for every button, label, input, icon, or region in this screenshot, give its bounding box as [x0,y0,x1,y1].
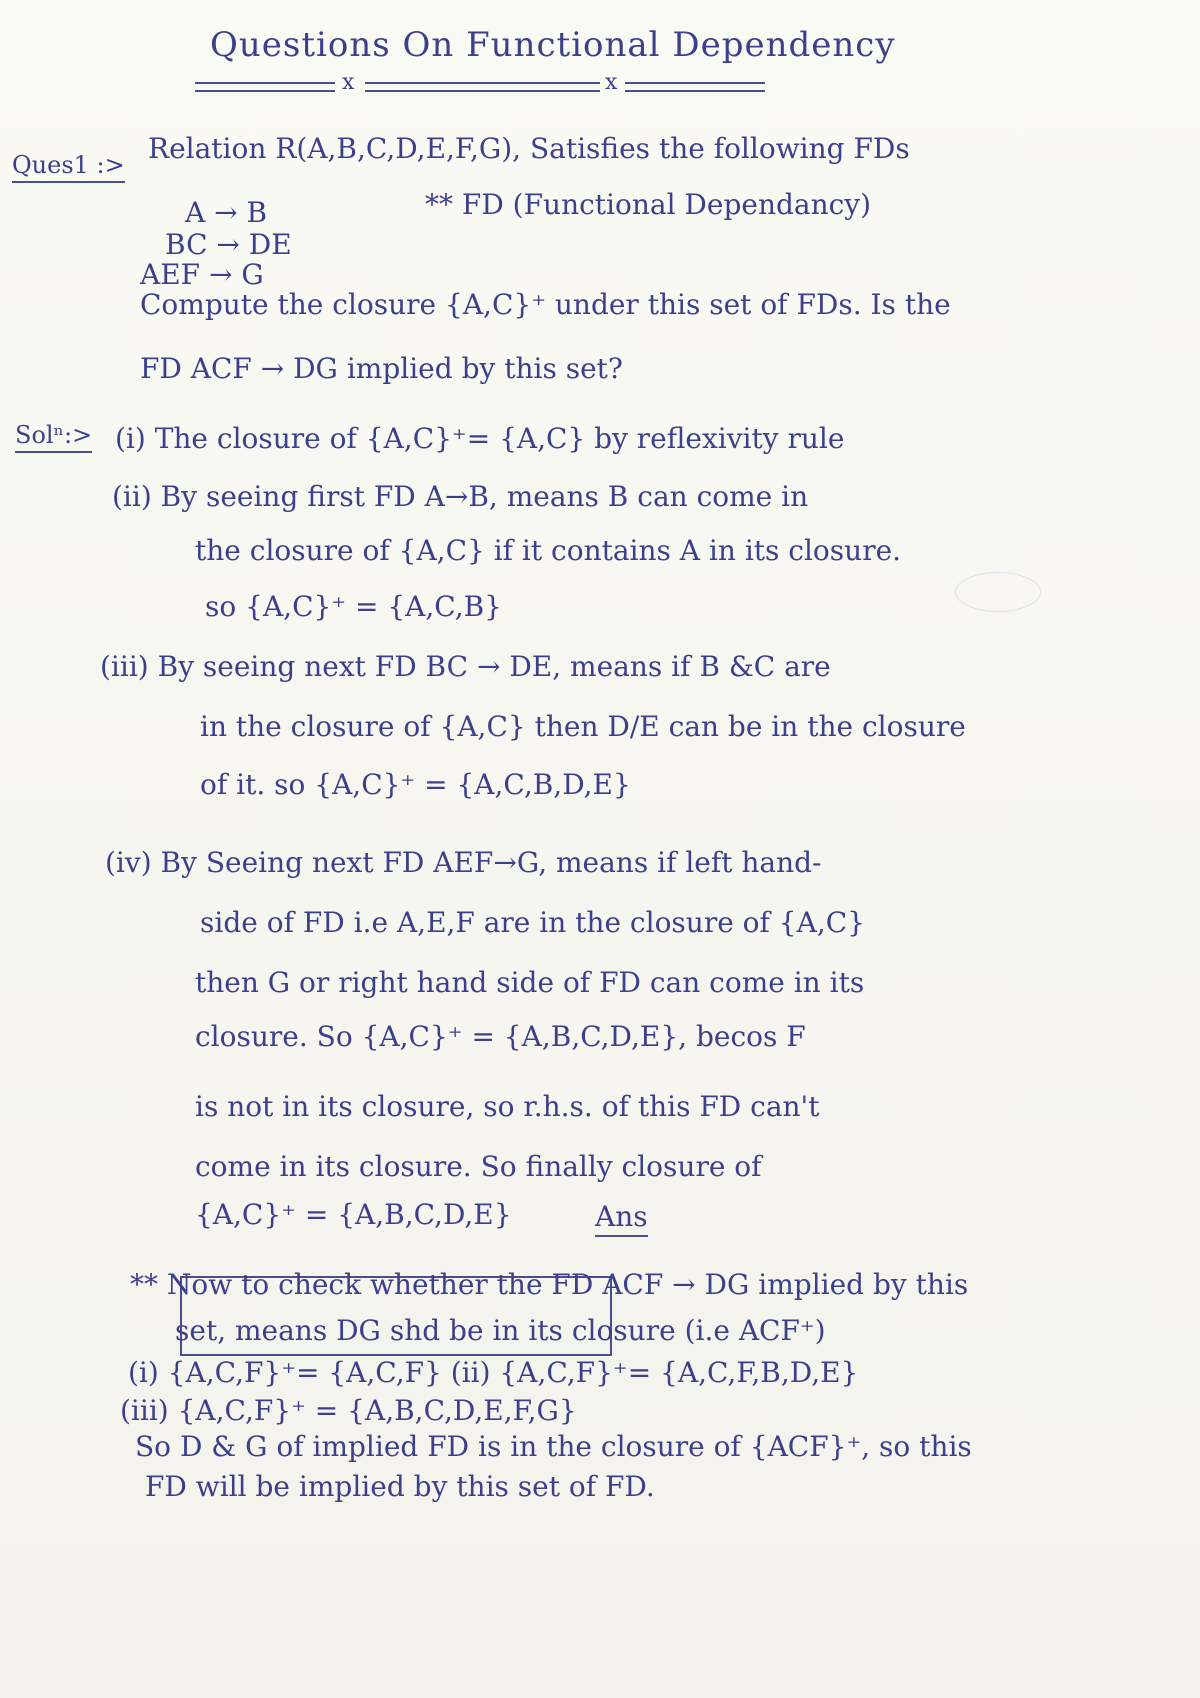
solution-line: so {A,C}⁺ = {A,C,B} [205,590,502,623]
fd-item: A → B [185,196,268,229]
question-label: Ques1 :> [12,148,125,182]
title-separator: x [605,70,618,95]
title-underline [625,82,765,84]
fd-item: BC → DE [165,228,292,261]
check-line: (iii) {A,C,F}⁺ = {A,B,C,D,E,F,G} [120,1394,577,1427]
question-text: Compute the closure {A,C}⁺ under this set of FDs. Is the [140,288,951,321]
solution-line: is not in its closure, so r.h.s. of this FD can't [195,1090,820,1123]
check-line: (i) {A,C,F}⁺= {A,C,F} (ii) {A,C,F}⁺= {A,C,F,B,D,E} [128,1356,859,1389]
title-underline [625,90,765,92]
check-line: FD will be implied by this set of FD. [145,1470,655,1503]
answer-label: Ans [595,1200,648,1234]
solution-line: side of FD i.e A,E,F are in the closure of {A,C} [200,906,865,939]
solution-line: then G or right hand side of FD can come in its [195,966,865,999]
solution-line: (ii) By seeing first FD A→B, means B can come in [112,480,809,513]
title-underline [365,82,600,84]
question-text: FD ACF → DG implied by this set? [140,352,623,385]
solution-line: closure. So {A,C}⁺ = {A,B,C,D,E}, becos F [195,1020,806,1053]
title-underline [365,90,600,92]
solution-line: come in its closure. So finally closure of [195,1150,762,1183]
title-underline [195,82,335,84]
title-underline [195,90,335,92]
solution-label: Solⁿ:> [15,418,92,452]
solution-line: (iv) By Seeing next FD AEF→G, means if left hand- [105,846,822,879]
solution-line: the closure of {A,C} if it contains A in its closure. [195,534,902,567]
check-line: set, means DG shd be in its closure (i.e ACF⁺) [175,1314,826,1347]
paper-mark [955,572,1041,612]
fd-item: AEF → G [140,258,264,291]
page-title: Questions On Functional Dependency [210,25,896,65]
solution-line: (i) The closure of {A,C}⁺= {A,C} by reflexivity rule [115,422,845,455]
question-text: Relation R(A,B,C,D,E,F,G), Satisfies the following FDs [148,132,910,165]
check-line: ** Now to check whether the FD ACF → DG implied by this [130,1268,969,1301]
fd-note: ** FD (Functional Dependancy) [425,188,872,221]
answer-text: {A,C}⁺ = {A,B,C,D,E} [195,1198,512,1231]
solution-line: of it. so {A,C}⁺ = {A,C,B,D,E} [200,768,631,801]
title-separator: x [342,70,355,95]
check-line: So D & G of implied FD is in the closure of {ACF}⁺, so this [135,1430,972,1463]
solution-line: (iii) By seeing next FD BC → DE, means if B &C are [100,650,831,683]
solution-line: in the closure of {A,C} then D/E can be in the closure [200,710,966,743]
